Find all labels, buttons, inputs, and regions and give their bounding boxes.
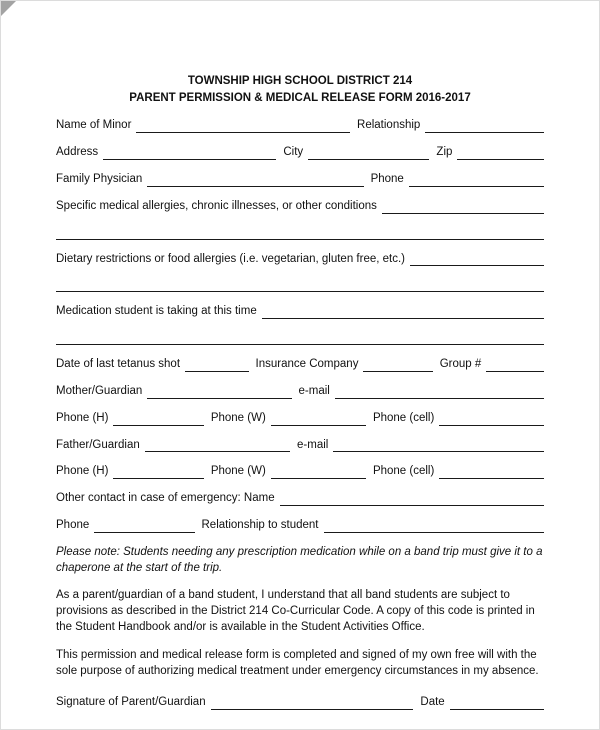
relationship-field[interactable] (425, 120, 544, 133)
father-phone-cell-field[interactable] (439, 466, 544, 479)
label-emergency-phone: Phone (56, 518, 90, 531)
row-signature (56, 696, 544, 710)
mother-email-field[interactable] (335, 386, 544, 399)
label-father-email: e-mail (297, 438, 329, 451)
label-mother-guardian: Mother/Guardian (56, 384, 143, 397)
row-mother-phones (56, 412, 544, 426)
zip-field[interactable] (457, 147, 544, 160)
form-title-line2: PARENT PERMISSION & MEDICAL RELEASE FORM 2016-2017 (129, 91, 471, 104)
label-address: Address (56, 146, 99, 159)
label-father-phone-cell: Phone (cell) (372, 465, 435, 478)
prescription-note: Please note: Students needing any prescription medication while on a band trip must give it to a chaperone at the start of the trip. (56, 545, 543, 574)
row-physician (56, 173, 544, 187)
relationship-to-student-field[interactable] (324, 520, 545, 533)
row-medication-continued (56, 332, 544, 345)
emergency-phone-field[interactable] (94, 520, 194, 533)
name-of-minor-field[interactable] (136, 120, 350, 133)
date-field[interactable] (450, 697, 544, 710)
row-tetanus-insurance (56, 358, 544, 372)
form-title-line1: TOWNSHIP HIGH SCHOOL DISTRICT 214 (187, 75, 413, 87)
page-corner-fold-icon (1, 1, 16, 16)
row-dietary-restrictions-continued (56, 279, 544, 292)
form-title (56, 73, 544, 106)
dietary-restrictions-field[interactable] (410, 253, 544, 266)
row-medical-allergies (56, 200, 544, 214)
label-medical-allergies: Specific medical allergies, chronic illnesses, or other conditions (56, 199, 377, 212)
mother-phone-w-field[interactable] (271, 413, 366, 426)
medication-field-line2[interactable] (56, 332, 544, 345)
label-group-number: Group # (439, 358, 482, 371)
label-tetanus-shot: Date of last tetanus shot (56, 358, 181, 371)
group-number-field[interactable] (486, 359, 544, 372)
label-insurance-company: Insurance Company (255, 358, 359, 371)
row-medical-allergies-continued (56, 227, 544, 240)
physician-phone-field[interactable] (409, 174, 544, 187)
row-mother-guardian (56, 385, 544, 399)
label-father-guardian: Father/Guardian (56, 438, 140, 451)
signature-field[interactable] (211, 697, 414, 710)
row-dietary-restrictions (56, 253, 544, 267)
mother-guardian-field[interactable] (147, 386, 291, 399)
row-name-relationship (56, 119, 544, 133)
dietary-restrictions-field-line2[interactable] (56, 279, 544, 292)
row-emergency-phone (56, 519, 544, 533)
label-emergency-contact-name: Other contact in case of emergency: Name (56, 492, 275, 505)
label-relationship: Relationship (357, 119, 421, 132)
label-name-of-minor: Name of Minor (56, 119, 132, 132)
row-address (56, 146, 544, 160)
row-medication (56, 305, 544, 319)
mother-phone-h-field[interactable] (113, 413, 203, 426)
medication-field[interactable] (262, 306, 544, 319)
father-email-field[interactable] (333, 439, 544, 452)
label-mother-phone-w: Phone (W) (210, 411, 266, 424)
label-relationship-to-student: Relationship to student (201, 518, 319, 531)
label-mother-phone-cell: Phone (cell) (372, 411, 435, 424)
label-mother-email: e-mail (298, 384, 330, 397)
label-signature-parent-guardian: Signature of Parent/Guardian (56, 695, 206, 708)
insurance-company-field[interactable] (363, 359, 432, 372)
label-date: Date (420, 695, 445, 708)
father-guardian-field[interactable] (145, 439, 290, 452)
row-father-guardian (56, 439, 544, 453)
label-father-phone-h: Phone (H) (56, 465, 109, 478)
label-mother-phone-h: Phone (H) (56, 411, 109, 424)
label-city: City (283, 146, 304, 159)
row-emergency-contact (56, 492, 544, 506)
father-phone-h-field[interactable] (113, 466, 203, 479)
label-physician-phone: Phone (370, 172, 404, 185)
city-field[interactable] (308, 147, 429, 160)
label-father-phone-w: Phone (W) (210, 465, 266, 478)
address-field[interactable] (103, 147, 276, 160)
medical-allergies-field-line2[interactable] (56, 227, 544, 240)
release-statement-paragraph: This permission and medical release form is completed and signed of my own free will with the sole purpose of authorizing medical treatment under emergency circumstances in my absence. (56, 649, 539, 677)
row-father-phones (56, 465, 544, 479)
tetanus-date-field[interactable] (185, 359, 249, 372)
father-phone-w-field[interactable] (271, 466, 366, 479)
family-physician-field[interactable] (147, 174, 363, 187)
label-zip: Zip (436, 146, 453, 159)
label-dietary-restrictions: Dietary restrictions or food allergies (i.e. vegetarian, gluten free, etc.) (56, 252, 405, 265)
label-medication: Medication student is taking at this time (56, 305, 257, 318)
emergency-contact-name-field[interactable] (280, 493, 544, 506)
mother-phone-cell-field[interactable] (439, 413, 544, 426)
cocurricular-code-paragraph: As a parent/guardian of a band student, I understand that all band students are subject to provisions as described in the District 214 Co-Curricular Code. A copy of this code is printed in the Student Handbook and/or is available in the Student Activities Office. (56, 589, 535, 634)
medical-allergies-field[interactable] (382, 201, 544, 214)
label-family-physician: Family Physician (56, 172, 143, 185)
